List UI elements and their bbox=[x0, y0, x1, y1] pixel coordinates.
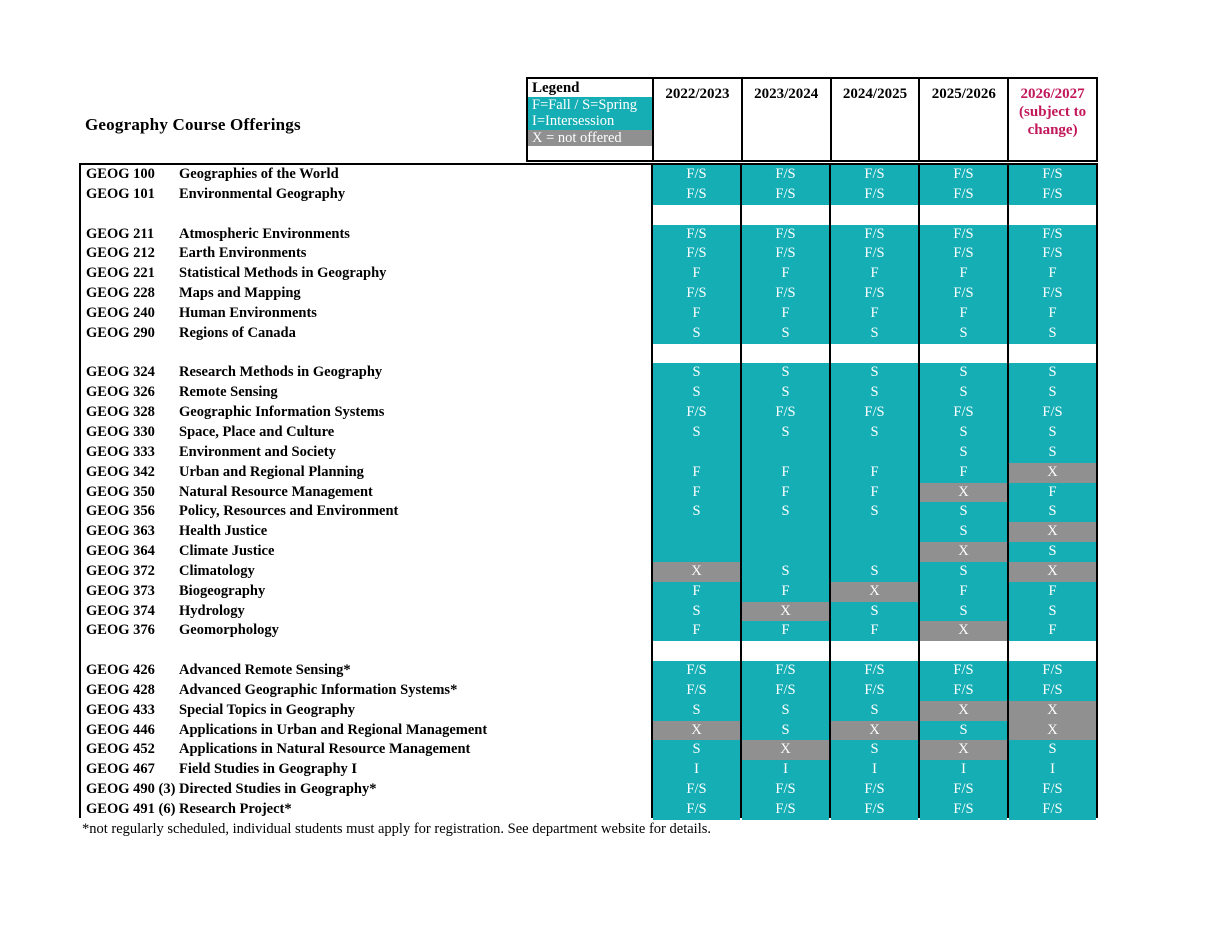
course-title: Special Topics in Geography bbox=[179, 701, 356, 718]
course-row-label bbox=[81, 264, 651, 284]
course-title: Health Justice bbox=[179, 523, 268, 540]
offering-cell: S bbox=[831, 502, 918, 522]
header-band bbox=[79, 77, 1098, 162]
offering-cell: F/S bbox=[742, 800, 829, 820]
course-code: GEOG 290 bbox=[86, 324, 155, 341]
offering-cell: F/S bbox=[1009, 284, 1096, 304]
offering-cell: S bbox=[742, 324, 829, 344]
offering-cell: F bbox=[831, 483, 918, 503]
offering-cell: F/S bbox=[1009, 661, 1096, 681]
offering-cell: F/S bbox=[831, 225, 918, 245]
column-header-year-2 bbox=[743, 79, 832, 160]
offering-cell: F bbox=[742, 582, 829, 602]
course-row-label bbox=[81, 443, 651, 463]
course-row-label bbox=[81, 740, 651, 760]
offering-cell-not-offered: X bbox=[831, 721, 918, 741]
course-row-label bbox=[81, 681, 651, 701]
offering-cell: S bbox=[831, 383, 918, 403]
offering-cell: S bbox=[742, 423, 829, 443]
course-title: Advanced Geographic Information Systems* bbox=[179, 681, 458, 698]
course-row-label bbox=[81, 403, 651, 423]
offering-cell-not-offered: X bbox=[1009, 562, 1096, 582]
offering-cell: F/S bbox=[920, 244, 1007, 264]
offering-cell: F/S bbox=[920, 165, 1007, 185]
offering-cell: S bbox=[831, 740, 918, 760]
year-sublabel-line1: (subject to bbox=[1019, 104, 1087, 120]
offering-cell: F/S bbox=[920, 780, 1007, 800]
offering-cell: S bbox=[742, 502, 829, 522]
offering-cell: F bbox=[1009, 621, 1096, 641]
course-code: GEOG 101 bbox=[86, 185, 155, 202]
course-code: GEOG 240 bbox=[86, 304, 155, 321]
offering-cell-empty bbox=[742, 522, 829, 542]
offering-cell-not-offered: X bbox=[920, 701, 1007, 721]
offering-cell: F bbox=[831, 621, 918, 641]
offering-cell: F/S bbox=[653, 780, 740, 800]
year-sublabel-line2: change) bbox=[1027, 122, 1078, 138]
course-title: Urban and Regional Planning bbox=[179, 463, 364, 480]
course-name-column bbox=[81, 165, 653, 816]
course-row-label bbox=[81, 483, 651, 503]
offering-cell: F/S bbox=[1009, 185, 1096, 205]
course-row-label bbox=[81, 324, 651, 344]
offering-cell-not-offered: X bbox=[1009, 522, 1096, 542]
offering-cell-not-offered: X bbox=[653, 721, 740, 741]
course-row-label bbox=[81, 185, 651, 205]
offering-cell: F/S bbox=[831, 681, 918, 701]
offering-cell: S bbox=[742, 562, 829, 582]
row-spacer bbox=[81, 205, 651, 225]
column-header-year-1 bbox=[654, 79, 743, 160]
course-code: GEOG 228 bbox=[86, 285, 155, 302]
course-code: GEOG 452 bbox=[86, 741, 155, 758]
offering-cell: F/S bbox=[742, 780, 829, 800]
offering-cell-blank bbox=[653, 205, 740, 225]
offering-cell: F/S bbox=[1009, 800, 1096, 820]
offering-cell: F/S bbox=[742, 681, 829, 701]
course-code: GEOG 356 bbox=[86, 503, 155, 520]
offering-cell: S bbox=[653, 740, 740, 760]
course-title: Climatology bbox=[179, 562, 255, 579]
offering-cell: F bbox=[653, 463, 740, 483]
offering-cell: F/S bbox=[831, 244, 918, 264]
course-title: Geomorphology bbox=[179, 622, 279, 639]
legend-heading: Legend bbox=[528, 79, 652, 97]
offering-cell: F bbox=[742, 483, 829, 503]
course-code: GEOG 372 bbox=[86, 562, 155, 579]
course-title: Biogeography bbox=[179, 582, 266, 599]
course-row-label bbox=[81, 721, 651, 741]
offering-cell-not-offered: X bbox=[920, 740, 1007, 760]
offering-cell: F/S bbox=[1009, 780, 1096, 800]
offering-cell: S bbox=[1009, 443, 1096, 463]
course-title: Hydrology bbox=[179, 602, 245, 619]
offering-cell-not-offered: X bbox=[653, 562, 740, 582]
offering-cell: F bbox=[831, 264, 918, 284]
offering-cell: F bbox=[1009, 304, 1096, 324]
offering-cell: F bbox=[1009, 264, 1096, 284]
offering-cell-blank bbox=[920, 641, 1007, 661]
offering-cell-blank bbox=[653, 641, 740, 661]
column-header-year-3 bbox=[832, 79, 921, 160]
offering-cell: F/S bbox=[920, 185, 1007, 205]
course-row-label bbox=[81, 701, 651, 721]
year-label: 2022/2023 bbox=[665, 86, 730, 102]
offering-cell-not-offered: X bbox=[831, 582, 918, 602]
offering-cell-empty bbox=[653, 443, 740, 463]
course-code: GEOG 490 (3) bbox=[86, 781, 176, 798]
offering-cell: F/S bbox=[831, 661, 918, 681]
offering-cell: S bbox=[1009, 363, 1096, 383]
offering-cell: S bbox=[1009, 423, 1096, 443]
offering-cell: I bbox=[653, 760, 740, 780]
course-title: Statistical Methods in Geography bbox=[179, 265, 387, 282]
offering-cell-blank bbox=[831, 344, 918, 364]
course-row-label bbox=[81, 363, 651, 383]
course-title: Applications in Natural Resource Management bbox=[179, 741, 471, 758]
offerings-column-5 bbox=[1009, 165, 1096, 816]
course-title: Geographic Information Systems bbox=[179, 404, 385, 421]
course-title: Policy, Resources and Environment bbox=[179, 503, 399, 520]
offerings-data-area bbox=[653, 165, 1096, 816]
offering-cell: F bbox=[1009, 483, 1096, 503]
course-title: Geographies of the World bbox=[179, 166, 339, 182]
course-row-label bbox=[81, 284, 651, 304]
course-row-label bbox=[81, 383, 651, 403]
legend-fall-spring: F=Fall / S=Spring bbox=[528, 97, 652, 113]
course-title: Environmental Geography bbox=[179, 185, 346, 202]
footnote: *not regularly scheduled, individual students must apply for registration. See department website for details. bbox=[82, 821, 711, 837]
course-row-label bbox=[81, 502, 651, 522]
offering-cell: S bbox=[920, 383, 1007, 403]
offering-cell: F/S bbox=[742, 403, 829, 423]
offerings-column-3 bbox=[831, 165, 920, 816]
course-title: Natural Resource Management bbox=[179, 483, 373, 500]
course-row-label bbox=[81, 621, 651, 641]
course-title: Regions of Canada bbox=[179, 324, 296, 341]
offering-cell-blank bbox=[742, 344, 829, 364]
offering-cell-blank bbox=[742, 641, 829, 661]
offering-cell: F/S bbox=[653, 403, 740, 423]
offering-cell-not-offered: X bbox=[920, 621, 1007, 641]
offering-cell: F/S bbox=[742, 244, 829, 264]
course-code: GEOG 330 bbox=[86, 423, 155, 440]
offering-cell: S bbox=[920, 423, 1007, 443]
course-row-label bbox=[81, 522, 651, 542]
offering-cell: F/S bbox=[653, 225, 740, 245]
year-label: 2025/2026 bbox=[931, 86, 996, 102]
course-code: GEOG 221 bbox=[86, 265, 155, 282]
offering-cell: F/S bbox=[742, 284, 829, 304]
course-code: GEOG 342 bbox=[86, 463, 155, 480]
offering-cell-empty bbox=[742, 542, 829, 562]
course-code: GEOG 326 bbox=[86, 384, 155, 401]
offering-cell-blank bbox=[920, 344, 1007, 364]
offering-cell: F/S bbox=[920, 284, 1007, 304]
offering-cell: F bbox=[742, 621, 829, 641]
course-code: GEOG 426 bbox=[86, 662, 155, 679]
offering-cell: F/S bbox=[1009, 165, 1096, 185]
offering-cell-blank bbox=[831, 641, 918, 661]
offering-cell: F bbox=[831, 304, 918, 324]
offering-cell: S bbox=[920, 721, 1007, 741]
offering-cell: F bbox=[653, 582, 740, 602]
offering-cell-empty bbox=[831, 522, 918, 542]
course-code: GEOG 328 bbox=[86, 404, 155, 421]
course-row-label bbox=[81, 661, 651, 681]
offering-cell-empty bbox=[742, 443, 829, 463]
offering-cell: S bbox=[831, 363, 918, 383]
course-row-label bbox=[81, 244, 651, 264]
course-code: GEOG 211 bbox=[86, 225, 155, 242]
offering-cell: F/S bbox=[742, 185, 829, 205]
offering-cell: F/S bbox=[920, 800, 1007, 820]
offerings-column-2 bbox=[742, 165, 831, 816]
offering-cell-blank bbox=[1009, 641, 1096, 661]
course-title: Atmospheric Environments bbox=[179, 225, 350, 242]
course-row-label bbox=[81, 582, 651, 602]
course-title: Human Environments bbox=[179, 304, 317, 321]
course-title: Space, Place and Culture bbox=[179, 423, 335, 440]
offering-cell: F/S bbox=[742, 225, 829, 245]
offering-cell: F/S bbox=[831, 403, 918, 423]
offering-cell-blank bbox=[742, 205, 829, 225]
course-code: GEOG 374 bbox=[86, 602, 155, 619]
course-code: GEOG 350 bbox=[86, 483, 155, 500]
offering-cell: F/S bbox=[920, 225, 1007, 245]
offering-cell: F bbox=[742, 304, 829, 324]
course-code: GEOG 324 bbox=[86, 364, 155, 381]
offering-cell: S bbox=[1009, 383, 1096, 403]
offering-cell: S bbox=[920, 363, 1007, 383]
offering-cell-not-offered: X bbox=[1009, 463, 1096, 483]
offering-cell: F/S bbox=[742, 165, 829, 185]
row-spacer bbox=[81, 344, 651, 364]
course-title: Research Project* bbox=[179, 801, 292, 817]
offering-cell: F bbox=[831, 463, 918, 483]
offering-cell: S bbox=[1009, 502, 1096, 522]
course-offerings-table bbox=[79, 163, 1098, 818]
offering-cell: S bbox=[742, 363, 829, 383]
offering-cell-not-offered: X bbox=[742, 740, 829, 760]
offering-cell: S bbox=[831, 701, 918, 721]
course-row-label bbox=[81, 760, 651, 780]
offering-cell: S bbox=[742, 701, 829, 721]
course-row-label bbox=[81, 602, 651, 622]
course-code: GEOG 467 bbox=[86, 761, 155, 778]
year-label: 2026/2027 bbox=[1020, 86, 1085, 102]
offering-cell: I bbox=[742, 760, 829, 780]
column-header-year-4 bbox=[920, 79, 1009, 160]
offering-cell: F/S bbox=[742, 661, 829, 681]
offering-cell: S bbox=[831, 324, 918, 344]
course-title: Remote Sensing bbox=[179, 384, 278, 401]
course-row-label bbox=[81, 165, 651, 185]
offering-cell: I bbox=[920, 760, 1007, 780]
offering-cell-blank bbox=[1009, 205, 1096, 225]
course-title: Environment and Society bbox=[179, 443, 336, 460]
offering-cell: S bbox=[920, 502, 1007, 522]
course-row-label bbox=[81, 562, 651, 582]
offering-cell: I bbox=[1009, 760, 1096, 780]
course-code: GEOG 100 bbox=[86, 166, 155, 182]
course-title: Applications in Urban and Regional Management bbox=[179, 721, 488, 738]
course-code: GEOG 376 bbox=[86, 622, 155, 639]
offering-cell: F/S bbox=[831, 780, 918, 800]
offering-cell: F bbox=[742, 463, 829, 483]
course-code: GEOG 363 bbox=[86, 523, 155, 540]
offering-cell: S bbox=[1009, 324, 1096, 344]
course-code: GEOG 428 bbox=[86, 681, 155, 698]
offering-cell-not-offered: X bbox=[742, 602, 829, 622]
legend-box bbox=[528, 79, 654, 160]
offering-cell: S bbox=[653, 423, 740, 443]
legend-and-year-header bbox=[526, 77, 1098, 162]
offering-cell: F bbox=[653, 621, 740, 641]
offering-cell: S bbox=[653, 602, 740, 622]
offering-cell: F bbox=[653, 304, 740, 324]
offering-cell: S bbox=[653, 363, 740, 383]
course-code: GEOG 333 bbox=[86, 443, 155, 460]
offering-cell: F/S bbox=[653, 185, 740, 205]
offering-cell: S bbox=[653, 701, 740, 721]
offerings-column-4 bbox=[920, 165, 1009, 816]
offering-cell: S bbox=[831, 562, 918, 582]
course-code: GEOG 373 bbox=[86, 582, 155, 599]
offering-cell: S bbox=[920, 324, 1007, 344]
offering-cell: F bbox=[742, 264, 829, 284]
offering-cell: F/S bbox=[920, 681, 1007, 701]
course-row-label bbox=[81, 800, 651, 820]
course-row-label bbox=[81, 463, 651, 483]
course-row-label bbox=[81, 423, 651, 443]
offering-cell: F bbox=[920, 463, 1007, 483]
course-title: Advanced Remote Sensing* bbox=[179, 662, 351, 679]
offering-cell-blank bbox=[1009, 344, 1096, 364]
course-code: GEOG 491 (6) bbox=[86, 801, 176, 817]
offering-cell-blank bbox=[920, 205, 1007, 225]
offering-cell: F bbox=[920, 582, 1007, 602]
offering-cell: F bbox=[920, 264, 1007, 284]
offering-cell: F/S bbox=[831, 800, 918, 820]
offering-cell: F/S bbox=[831, 284, 918, 304]
offering-cell: F/S bbox=[653, 661, 740, 681]
offering-cell: F/S bbox=[1009, 225, 1096, 245]
course-code: GEOG 433 bbox=[86, 701, 155, 718]
course-row-label bbox=[81, 780, 651, 800]
offering-cell: S bbox=[1009, 542, 1096, 562]
offering-cell: S bbox=[653, 324, 740, 344]
offering-cell: S bbox=[920, 562, 1007, 582]
offering-cell: F bbox=[920, 304, 1007, 324]
offering-cell: F/S bbox=[831, 185, 918, 205]
offering-cell-not-offered: X bbox=[1009, 721, 1096, 741]
offering-cell-not-offered: X bbox=[920, 542, 1007, 562]
course-code: GEOG 212 bbox=[86, 245, 155, 262]
offerings-column-1 bbox=[653, 165, 742, 816]
course-title: Field Studies in Geography I bbox=[179, 761, 358, 778]
offering-cell: S bbox=[920, 443, 1007, 463]
offering-cell: F/S bbox=[1009, 403, 1096, 423]
offering-cell-empty bbox=[831, 443, 918, 463]
offering-cell: F/S bbox=[1009, 244, 1096, 264]
offering-cell: F/S bbox=[920, 661, 1007, 681]
offering-cell: F/S bbox=[831, 165, 918, 185]
year-label: 2024/2025 bbox=[842, 86, 908, 102]
row-spacer bbox=[81, 641, 651, 661]
offering-cell: S bbox=[653, 502, 740, 522]
course-code: GEOG 446 bbox=[86, 721, 155, 738]
offering-cell: F/S bbox=[1009, 681, 1096, 701]
offering-cell: F bbox=[653, 483, 740, 503]
offering-cell: S bbox=[920, 522, 1007, 542]
offering-cell: S bbox=[742, 383, 829, 403]
offering-cell: F/S bbox=[920, 403, 1007, 423]
offering-cell-blank bbox=[831, 205, 918, 225]
page-title: Geography Course Offerings bbox=[85, 115, 301, 134]
course-title: Research Methods in Geography bbox=[179, 364, 383, 381]
course-code: GEOG 364 bbox=[86, 543, 155, 560]
course-title: Climate Justice bbox=[179, 543, 275, 560]
offering-cell-not-offered: X bbox=[1009, 701, 1096, 721]
offering-cell: S bbox=[831, 423, 918, 443]
course-row-label bbox=[81, 542, 651, 562]
offering-cell-empty bbox=[831, 542, 918, 562]
course-row-label bbox=[81, 304, 651, 324]
offering-cell: F/S bbox=[653, 284, 740, 304]
offering-cell: S bbox=[920, 602, 1007, 622]
offering-cell: F bbox=[653, 264, 740, 284]
column-header-year-5 bbox=[1009, 79, 1096, 160]
course-title: Directed Studies in Geography* bbox=[179, 781, 377, 798]
offering-cell-not-offered: X bbox=[920, 483, 1007, 503]
offering-cell: S bbox=[1009, 740, 1096, 760]
offering-cell: F/S bbox=[653, 681, 740, 701]
offering-cell: F bbox=[1009, 582, 1096, 602]
title-box bbox=[79, 77, 526, 162]
offering-cell: S bbox=[1009, 602, 1096, 622]
offering-cell-blank bbox=[653, 344, 740, 364]
course-title: Maps and Mapping bbox=[179, 285, 301, 302]
course-row-label bbox=[81, 225, 651, 245]
offering-cell-empty bbox=[653, 542, 740, 562]
course-title: Earth Environments bbox=[179, 245, 307, 262]
offering-cell: F/S bbox=[653, 800, 740, 820]
legend-intersession: I=Intersession bbox=[528, 113, 652, 129]
offering-cell: S bbox=[653, 383, 740, 403]
offering-cell: I bbox=[831, 760, 918, 780]
year-label: 2023/2024 bbox=[754, 86, 819, 102]
offering-cell: F/S bbox=[653, 244, 740, 264]
legend-not-offered: X = not offered bbox=[528, 130, 652, 146]
offering-cell: S bbox=[742, 721, 829, 741]
offering-cell-empty bbox=[653, 522, 740, 542]
offering-cell: F/S bbox=[653, 165, 740, 185]
offering-cell: S bbox=[831, 602, 918, 622]
